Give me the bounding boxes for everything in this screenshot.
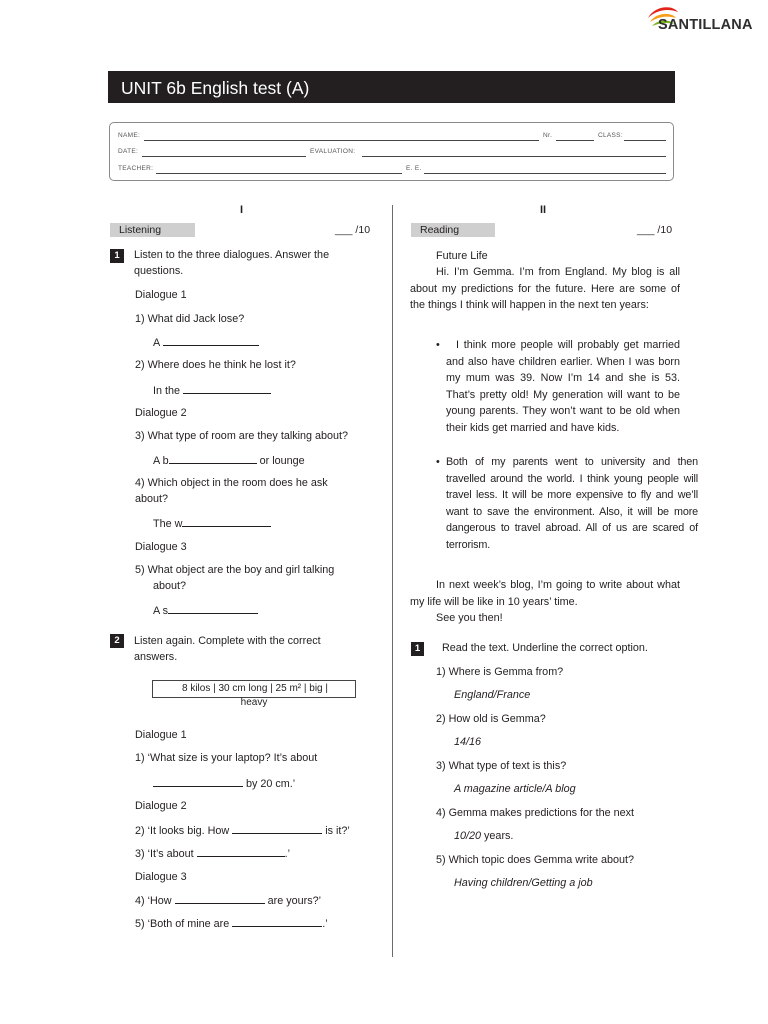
reading-title: Future Life	[436, 250, 488, 262]
part-one-numeral: I	[240, 204, 244, 216]
name-field[interactable]	[144, 140, 539, 141]
listening-score: ___ /10	[335, 224, 371, 236]
sentence	[135, 915, 328, 932]
question: 3) What type of room are they talking about?	[135, 430, 349, 442]
class-label: CLASS:	[598, 132, 623, 139]
question: 5) What object are the boy and girl talking	[135, 564, 335, 576]
answer-prefix: A b	[153, 455, 169, 467]
evaluation-label: EVALUATION:	[310, 148, 356, 155]
date-label: DATE:	[118, 148, 139, 155]
answer-blank[interactable]	[183, 382, 271, 394]
answer-line	[153, 515, 271, 532]
part-two-numeral: II	[540, 204, 547, 216]
answer-options[interactable]: 10/20	[454, 830, 482, 842]
answer-prefix: A	[153, 337, 160, 349]
bullet-2-icon: •	[436, 456, 440, 468]
ee-label: E. E.	[406, 165, 422, 172]
answer-blank[interactable]	[197, 845, 285, 857]
answer-line	[153, 602, 258, 619]
bullet-1-icon: •	[436, 339, 440, 351]
exercise-number: 2	[110, 634, 124, 648]
sentence-suffix: .’	[322, 918, 328, 930]
question: about?	[153, 580, 187, 592]
answer-blank[interactable]	[168, 602, 258, 614]
title-bar	[108, 71, 675, 103]
sentence-prefix: 2) ‘It looks big. How	[135, 825, 233, 837]
answer-blank[interactable]	[232, 915, 322, 927]
dialogue-heading: Dialogue 2	[135, 407, 187, 419]
answer-options[interactable]: Having children/Getting a job	[454, 877, 593, 889]
instruction: questions.	[134, 265, 184, 277]
answer-blank[interactable]	[182, 515, 271, 527]
question: about?	[135, 493, 169, 505]
question: 2) How old is Gemma?	[436, 713, 546, 725]
instruction: Listen again. Complete with the correct	[134, 635, 321, 647]
answer-prefix: A s	[153, 605, 169, 617]
reading-bullet: I think more people will probably get married and also have children earlier. When I was born my mum was 39. Now I’m 14 and she is 53. That’s pretty old! My generation will want to be young parents. They won’t want to be old when their kids get married and have kids.	[446, 339, 680, 434]
student-info-box	[109, 122, 674, 181]
question: 4) Which object in the room does he ask	[135, 477, 328, 489]
question: 3) What type of text is this?	[436, 760, 567, 772]
instruction: Read the text. Underline the correct option.	[442, 642, 648, 654]
answer-blank[interactable]	[169, 452, 257, 464]
reading-outro: In next week’s blog, I’m going to write about what my life will be like in 10 years’ time.	[410, 579, 680, 608]
sentence-prefix: 5) ‘Both of mine are	[135, 918, 233, 930]
sentence-prefix: 4) ‘How	[135, 895, 175, 907]
dialogue-heading: Dialogue 3	[135, 541, 187, 553]
reading-bullet: Both of my parents went to university and then travelled around the world. I think young people will travel less. It will be more expensive to fly and we’ll want to save the environment. Also, it will be more dangerous to travel abroad. All of us are scared of terrorism.	[446, 456, 698, 551]
page-title: UNIT 6b English test (A)	[121, 78, 310, 98]
reading-signoff: See you then!	[436, 612, 503, 624]
answer-prefix: In the	[153, 385, 181, 397]
question: 4) Gemma makes predictions for the next	[436, 807, 635, 819]
sentence-suffix: by 20 cm.’	[243, 778, 296, 790]
teacher-label: TEACHER:	[118, 165, 154, 172]
instruction: answers.	[134, 651, 178, 663]
sentence	[135, 845, 290, 862]
evaluation-field[interactable]	[362, 156, 666, 157]
answer-options[interactable]: A magazine article/A blog	[454, 783, 576, 795]
answer-options[interactable]: England/France	[454, 689, 531, 701]
sentence	[135, 892, 321, 909]
column-divider	[392, 205, 393, 957]
answer-line	[153, 775, 295, 792]
listening-section-label: Listening	[110, 223, 195, 237]
answer-prefix: The w	[153, 518, 183, 530]
name-label: NAME:	[118, 132, 141, 139]
answer-suffix: years.	[481, 830, 514, 842]
answer-options[interactable]: 14/16	[454, 736, 482, 748]
answer-line	[153, 382, 271, 399]
nr-label: Nr.	[543, 132, 553, 139]
sentence	[135, 822, 350, 839]
answer-line	[153, 452, 305, 469]
answer-suffix: or lounge	[256, 455, 305, 467]
question: 5) Which topic does Gemma write about?	[436, 854, 635, 866]
question: 1) What did Jack lose?	[135, 313, 245, 325]
date-field[interactable]	[142, 156, 306, 157]
sentence-suffix: is it?’	[322, 825, 350, 837]
teacher-field[interactable]	[156, 173, 402, 174]
class-field[interactable]	[624, 140, 666, 141]
reading-section-label: Reading	[411, 223, 495, 237]
dialogue-heading: Dialogue 1	[135, 729, 187, 741]
answer-blank[interactable]	[232, 822, 322, 834]
sentence-suffix: are yours?’	[264, 895, 322, 907]
reading-intro: Hi. I’m Gemma. I’m from England. My blog is all about my predictions for the future. Here are some of the things I think will happen in the next ten years:	[410, 266, 680, 312]
sentence-suffix: .’	[284, 848, 291, 860]
exercise-number: 1	[411, 642, 424, 656]
santillana-logo	[646, 4, 764, 36]
instruction: Listen to the three dialogues. Answer the	[134, 249, 330, 261]
answer-blank[interactable]	[163, 334, 259, 346]
dialogue-heading: Dialogue 1	[135, 289, 187, 301]
reading-score: ___ /10	[637, 224, 673, 236]
nr-field[interactable]	[556, 140, 594, 141]
answer-line	[454, 828, 513, 844]
answer-line	[153, 334, 259, 351]
answer-blank[interactable]	[175, 892, 265, 904]
logo-text: SANTILLANA	[658, 17, 753, 33]
sentence: 1) ‘What size is your laptop? It’s about	[135, 752, 318, 764]
question: 2) Where does he think he lost it?	[135, 359, 296, 371]
word-bank-text: heavy	[240, 697, 268, 708]
ee-field[interactable]	[424, 173, 666, 174]
word-bank-text: 8 kilos | 30 cm long | 25 m² | big |	[181, 683, 328, 694]
dialogue-heading: Dialogue 3	[135, 871, 187, 883]
sentence-prefix: 3) ‘It’s about	[135, 848, 197, 860]
dialogue-heading: Dialogue 2	[135, 800, 187, 812]
question: 1) Where is Gemma from?	[436, 666, 564, 678]
exercise-number: 1	[110, 249, 124, 263]
answer-blank[interactable]	[153, 775, 243, 787]
